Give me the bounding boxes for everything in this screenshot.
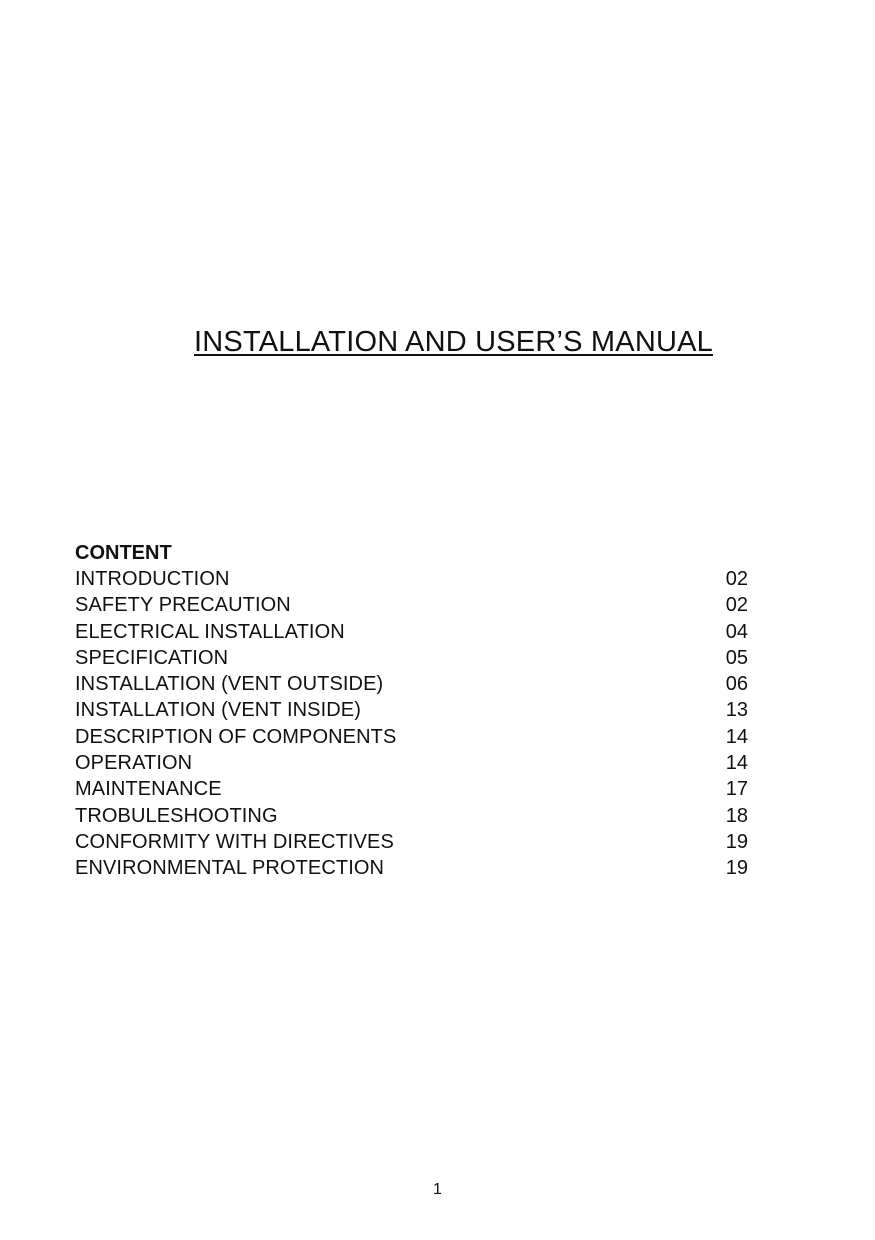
toc-entry-page: 18 bbox=[725, 804, 748, 827]
toc-entry-introduction[interactable] bbox=[75, 566, 750, 592]
toc-entry-page: 19 bbox=[725, 830, 748, 853]
toc-entry-environmental-protection[interactable] bbox=[75, 855, 750, 881]
toc-entry-page: 06 bbox=[725, 673, 748, 696]
toc-entry-label: MAINTENANCE bbox=[75, 778, 222, 801]
toc-entry-label: INTRODUCTION bbox=[75, 568, 230, 590]
toc-entry-installation-vent-inside[interactable] bbox=[75, 697, 750, 723]
toc-entry-maintenance[interactable] bbox=[75, 776, 750, 802]
toc-entry-page: 05 bbox=[725, 646, 748, 669]
toc-entry-label: SPECIFICATION bbox=[75, 646, 229, 669]
toc-entry-safety-precaution[interactable] bbox=[75, 592, 750, 618]
toc-list bbox=[75, 566, 750, 882]
toc-entry-page: 17 bbox=[725, 778, 748, 801]
toc-entry-label: ELECTRICAL INSTALLATION bbox=[75, 620, 345, 643]
toc-entry-installation-vent-outside[interactable] bbox=[75, 671, 750, 697]
toc-entry-page: 02 bbox=[725, 568, 748, 590]
toc-entry-page: 13 bbox=[725, 699, 748, 722]
toc-entry-specification[interactable] bbox=[75, 645, 750, 671]
toc-entry-description-of-components[interactable] bbox=[75, 724, 750, 750]
table-of-contents bbox=[75, 540, 750, 882]
toc-entry-electrical-installation[interactable] bbox=[75, 619, 750, 645]
toc-entry-label: INSTALLATION (VENT OUTSIDE) bbox=[75, 673, 384, 696]
toc-heading: CONTENT bbox=[75, 542, 172, 564]
toc-entry-label: CONFORMITY WITH DIRECTIVES bbox=[75, 830, 394, 853]
toc-entry-label: DESCRIPTION OF COMPONENTS bbox=[75, 725, 397, 748]
toc-entry-label: ENVIRONMENTAL PROTECTION bbox=[75, 857, 385, 880]
toc-entry-label: SAFETY PRECAUTION bbox=[75, 594, 291, 617]
toc-entry-label: INSTALLATION (VENT INSIDE) bbox=[75, 699, 361, 722]
toc-entry-label: TROBULESHOOTING bbox=[75, 804, 278, 827]
toc-entry-page: 14 bbox=[725, 725, 748, 748]
toc-entry-page: 19 bbox=[725, 857, 748, 880]
toc-entry-page: 14 bbox=[725, 752, 748, 775]
toc-entry-page: 02 bbox=[725, 594, 748, 617]
page-title: INSTALLATION AND USER’S MANUAL bbox=[194, 326, 713, 358]
toc-entry-operation[interactable] bbox=[75, 750, 750, 776]
toc-entry-troubleshooting[interactable] bbox=[75, 803, 750, 829]
toc-entry-conformity-with-directives[interactable] bbox=[75, 829, 750, 855]
page-number: 1 bbox=[433, 1181, 442, 1198]
toc-entry-page: 04 bbox=[725, 620, 748, 643]
toc-entry-label: OPERATION bbox=[75, 752, 193, 775]
